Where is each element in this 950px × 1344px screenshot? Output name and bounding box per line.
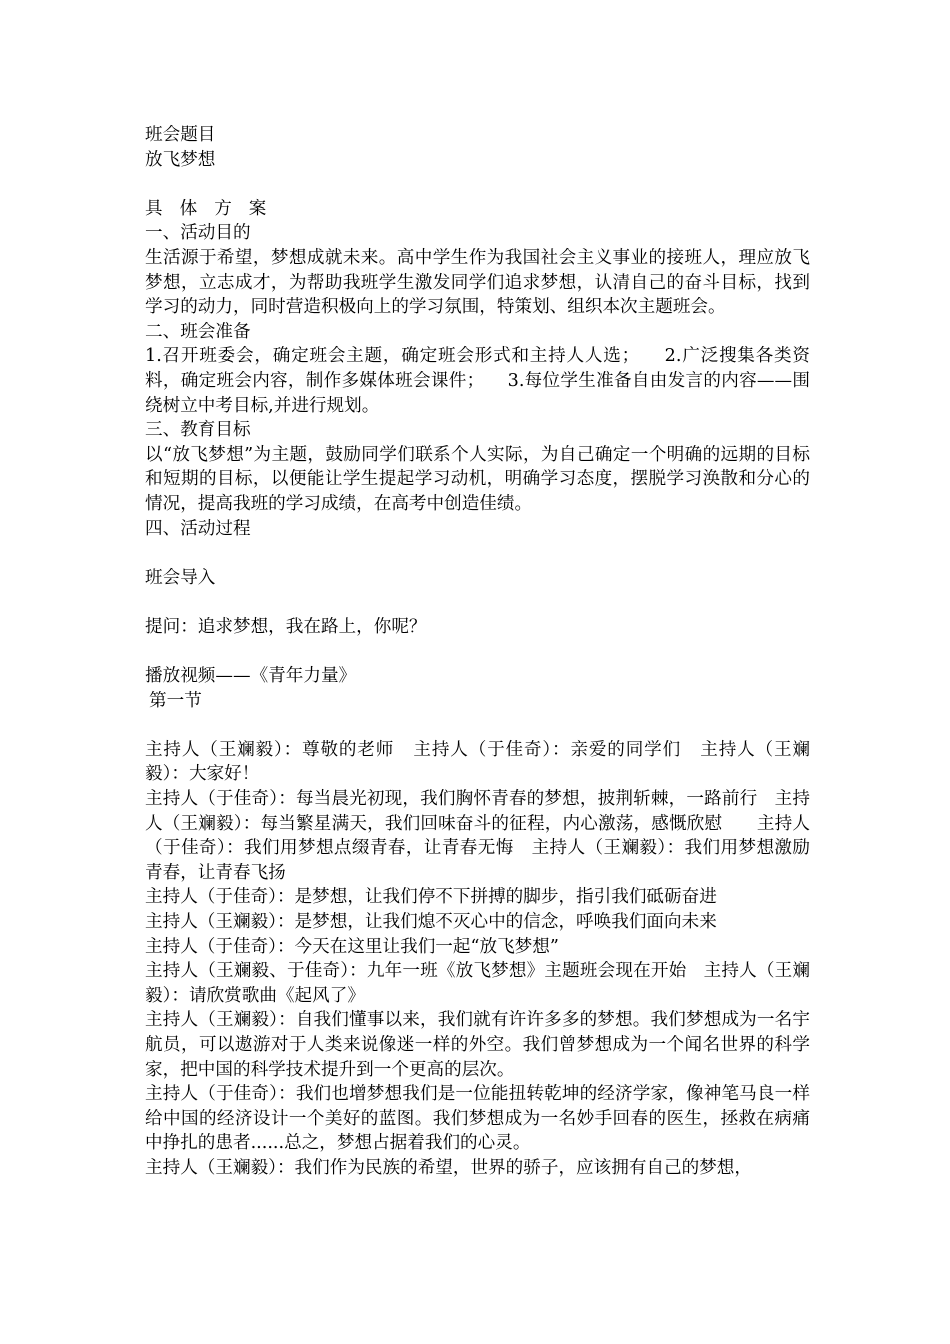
paragraph-l19: 主持人（于佳奇）：今天在这里让我们一起“放飞梦想” [145,936,559,957]
paragraph-l15: 主持人（王斓毅）：尊敬的老师 主持人（于佳奇）：亲爱的同学们 主持人（王斓毅）：大家好！ [145,739,810,785]
paragraph-l4: 一、活动目的 [145,223,251,244]
paragraph-l2: 放飞梦想 [145,149,216,170]
paragraph-l18: 主持人（王斓毅）：是梦想，让我们熄不灭心中的信念，呼唤我们面向未来 [145,912,717,932]
blank-line [145,172,810,197]
blank-line [145,541,810,566]
paragraph-l17: 主持人（于佳奇）：是梦想，让我们停不下拼搏的脚步，指引我们砥砺奋进 [145,887,717,908]
paragraph-l1: 班会题目 [145,125,216,145]
paragraph-l16: 主持人（于佳奇）：每当晨光初现，我们胸怀青春的梦想，披荆斩棘，一路前行 主持人（王斓毅）：每当繁星满天，我们回味奋斗的征程，内心激荡，感慨欣慰 主持人（于佳奇）：我们用梦想点缀青春，让青春无悔 主持人（王斓毅）：我们用梦想激励青春，让青春飞扬 [145,789,810,883]
paragraph-l10: 四、活动过程 [145,518,251,539]
paragraph-l7: 1.召开班委会，确定班会主题，确定班会形式和主持人人选； 2.广泛搜集各类资料，确定班会内容，制作多媒体班会课件； 3.每位学生准备自由发言的内容——围绕树立中考目标,并进行规划。 [145,346,810,416]
paragraph-l14: 第一节 [149,690,202,711]
paragraph-l12: 提问：追求梦想，我在路上，你呢？ [145,616,427,637]
paragraph-l22: 主持人（于佳奇）：我们也增梦想我们是一位能扭转乾坤的经济学家，像神笔马良一样给中国的经济设计一个美好的蓝图。我们梦想成为一名妙手回春的医生，拯救在病痛中挣扎的患者......总之，梦想占据着我们的心灵。 [145,1084,810,1154]
paragraph-l6: 二、班会准备 [145,321,251,342]
paragraph-l13: 播放视频——《青年力量》 [145,666,357,687]
paragraph-l5: 生活源于希望，梦想成就未来。高中学生作为我国社会主义事业的接班人，理应放飞梦想，立志成才，为帮助我班学生激发同学们追求梦想，认清自己的奋斗目标，找到学习的动力，同时营造积极向上的学习氛围，特策划、组织本次主题班会。 [145,247,810,318]
blank-line [145,713,810,738]
blank-line [145,590,810,615]
paragraph-l11: 班会导入 [145,567,216,588]
paragraph-l20: 主持人（王斓毅、于佳奇）：九年一班《放飞梦想》主题班会现在开始 主持人（王斓毅）：请欣赏歌曲《起风了》 [145,961,810,1006]
blank-line [145,639,810,664]
paragraph-l21: 主持人（王斓毅）：自我们懂事以来，我们就有许许多多的梦想。我们梦想成为一名宇航员，可以遨游对于人类来说像迷一样的外空。我们曾梦想成为一个闻名世界的科学家，把中国的科学技术提升到一个更高的层次。 [145,1010,810,1080]
paragraph-l8: 三、教育目标 [145,420,251,441]
paragraph-l9: 以“放飞梦想”为主题，鼓励同学们联系个人实际，为自己确定一个明确的远期的目标和短期的目标，以便能让学生提起学习动机，明确学习态度，摆脱学习涣散和分心的情况，提高我班的学习成绩，在高考中创造佳绩。 [145,444,810,514]
document-page [145,123,810,1181]
paragraph-l3: 具体方案 [145,198,284,219]
paragraph-l23: 主持人（王斓毅）：我们作为民族的希望，世界的骄子，应该拥有自己的梦想， [145,1157,752,1178]
